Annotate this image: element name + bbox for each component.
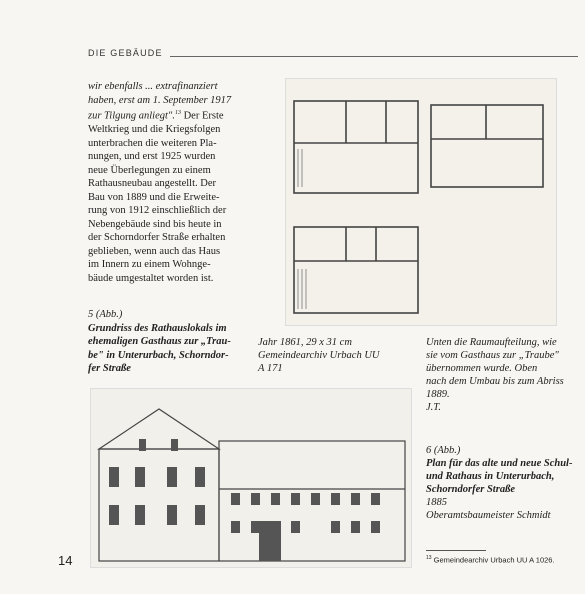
meta-line: Jahr 1861, 29 x 31 cm bbox=[258, 337, 352, 348]
figure-5-caption bbox=[88, 308, 248, 376]
running-header: DIE GEBÄUDE bbox=[88, 48, 163, 58]
figure-6-number: 6 (Abb.) bbox=[426, 445, 461, 456]
page-number: 14 bbox=[58, 553, 73, 568]
caption-line: ehemaligen Gasthaus zur „Trau- bbox=[88, 336, 231, 347]
facade-svg bbox=[91, 389, 411, 567]
body-text bbox=[88, 80, 248, 285]
floor-plan-drawing bbox=[285, 78, 557, 326]
body-line: unterbrachen die weiteren Pla- bbox=[88, 137, 217, 149]
figure-6-author: Oberamtsbaumeister Schmidt bbox=[426, 510, 551, 521]
body-line: Bau von 1889 und die Erweite- bbox=[88, 191, 220, 203]
caption-line: Schorndorfer Straße bbox=[426, 484, 515, 495]
body-line: haben, erst am 1. September 1917 bbox=[88, 94, 232, 106]
body-line: zur Tilgung anliegt".$^{13}$ Der Erste bbox=[88, 110, 224, 122]
body-line: geblieben, wenn auch das Haus bbox=[88, 245, 221, 257]
header-rule bbox=[170, 56, 578, 57]
caption-line: be" in Unterurbach, Schorndor- bbox=[88, 349, 229, 361]
facade-drawing bbox=[90, 388, 412, 568]
body-line: neue Überlegungen zu einem bbox=[88, 164, 211, 176]
body-line: nungen, und erst 1925 wurden bbox=[88, 151, 216, 162]
footnote-text: Gemeindearchiv Urbach UU A 1026. bbox=[433, 555, 555, 565]
meta-line: Gemeindearchiv Urbach UU bbox=[258, 350, 380, 361]
body-line: rung von 1912 einschließlich der bbox=[88, 205, 227, 216]
figure-6-caption bbox=[426, 444, 582, 522]
caption-line: fer Straße bbox=[88, 363, 131, 374]
note-line: sie vom Gasthaus zur „Traube" bbox=[426, 350, 559, 361]
body-line: der Schorndorfer Straße erhalten bbox=[88, 232, 226, 243]
figure-6-year: 1885 bbox=[426, 497, 447, 508]
caption-line: Grundriss des Rathauslokals im bbox=[88, 322, 227, 334]
caption-line: und Rathaus in Unterurbach, bbox=[426, 471, 555, 482]
footnote-rule bbox=[426, 550, 486, 551]
note-line: Unten die Raumaufteilung, wie bbox=[426, 337, 557, 348]
facade-windows bbox=[109, 439, 380, 561]
caption-line: Plan für das alte und neue Schul- bbox=[426, 458, 573, 469]
body-line: wir ebenfalls ... extrafinanziert bbox=[88, 81, 218, 92]
note-line: J.T. bbox=[426, 402, 441, 413]
note-line: 1889. bbox=[426, 389, 450, 400]
body-line: Weltkrieg und die Kriegsfolgen bbox=[88, 124, 221, 135]
note-line: übernommen wurde. Oben bbox=[426, 363, 538, 374]
figure-5-number: 5 (Abb.) bbox=[88, 309, 123, 320]
figure-5-meta bbox=[258, 336, 408, 375]
meta-line: A 171 bbox=[258, 363, 283, 374]
figure-5-note bbox=[426, 336, 582, 414]
body-line: im Innern zu einem Wohnge- bbox=[88, 259, 211, 270]
note-line: nach dem Umbau bis zum Abriss bbox=[426, 376, 564, 387]
body-line: bäude umgestaltet worden ist. bbox=[88, 272, 214, 284]
body-line: Nebengebäude sind bis heute in bbox=[88, 218, 222, 230]
body-line: Rathausneubau angestellt. Der bbox=[88, 178, 216, 189]
floor-plan-svg bbox=[286, 79, 556, 325]
footnote: $^{13}$ Gemeindearchiv Urbach UU A 1026. bbox=[426, 555, 555, 565]
